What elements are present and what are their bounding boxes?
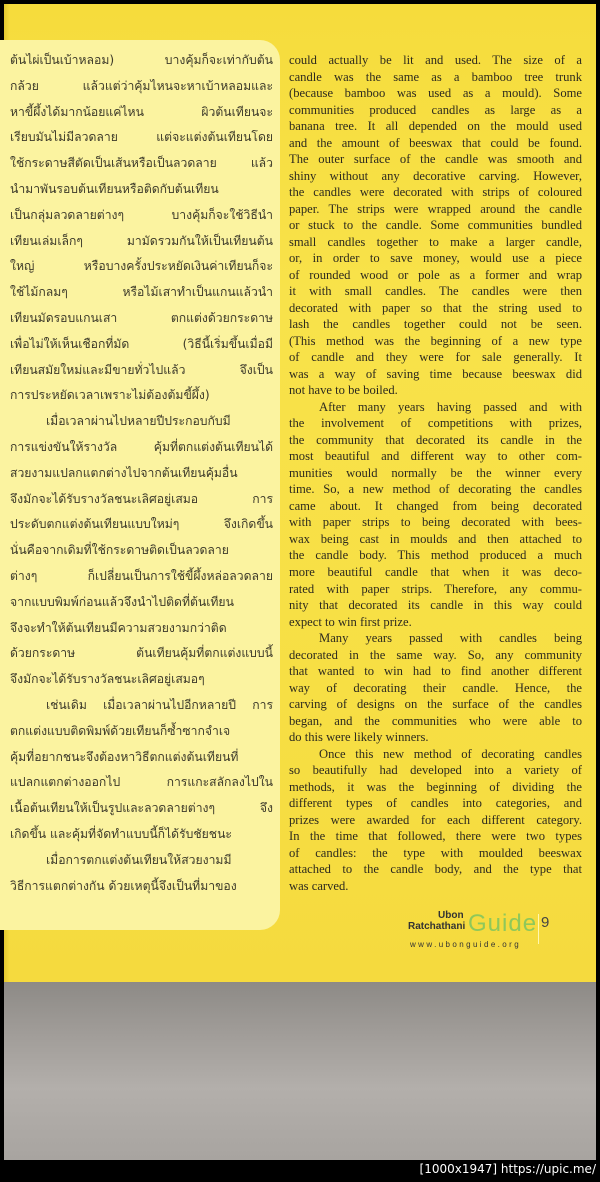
text-line: and the amount of beeswax that could be found.: [289, 135, 582, 150]
text-line: rated with paper strips. Therefore, any commu-: [289, 581, 582, 596]
text-line: shiny without any decorative carving. However,: [289, 168, 582, 183]
text-line: nity that decorated its candle in this way could: [289, 598, 582, 613]
footer-divider: [538, 914, 539, 944]
text-line: จึงมักจะได้รับรางวัลชนะเลิศอยู่เสมอ การ: [10, 491, 273, 506]
text-line: of candle and they were for sale generally. It: [289, 350, 582, 365]
text-line: it with small candles. The candles were then: [289, 284, 582, 299]
text-line: กล้วย แล้วแต่ว่าคุ้มไหนจะหาเบ้าหลอมและ: [10, 78, 273, 93]
text-line: (because bamboo was used as a mould). Some: [289, 86, 582, 101]
text-line: Once this new method of decorating candles: [319, 746, 582, 761]
text-line: so beautifully had developed into a variety of: [289, 763, 582, 778]
text-line: วิธีการแตกต่างกัน ด้วยเหตุนี้จึงเป็นที่มาของ: [10, 878, 237, 893]
text-line: not have to be boiled.: [289, 383, 398, 398]
text-line: or stuck to the candle. Some communities bundled: [289, 218, 582, 233]
text-line: เทียนเล่มเล็กๆ มามัดรวมกันให้เป็นเทียนต้น: [10, 233, 273, 248]
text-line: the candle body. This method produced a much: [289, 548, 582, 563]
logo-word: Guide: [468, 910, 538, 937]
text-line: prizes were awarded for each different category.: [289, 812, 582, 827]
text-line: เทียนสมัยใหม่และมีขายทั่วไปแล้ว จึงเป็น: [10, 362, 273, 377]
text-line: methods, it was the beginning of dividing the: [289, 779, 582, 794]
text-line: decorated in the same way. So, any community: [289, 647, 582, 662]
image-credit: [1000x1947] https://upic.me/: [419, 1162, 596, 1176]
text-line: more beautiful candle that when it was deco-: [289, 564, 582, 579]
text-line: of candles: the type with moulded beeswax: [289, 845, 582, 860]
text-line: After many years having passed and with: [319, 399, 582, 414]
text-line: ตกแต่งแบบติดพิมพ์ด้วยเทียนก็ซ้ำซากจำเจ: [10, 723, 231, 738]
text-line: เมื่อเวลาผ่านไปหลายปีประกอบกับมี: [46, 414, 231, 429]
text-line: the candles were decorated with strips of coloured: [289, 185, 582, 200]
text-line: นั่นคือจากเดิมที่ใช้กระดาษติดเป็นลวดลาย: [10, 543, 229, 558]
text-line: came about. It changed from being decorated: [289, 498, 582, 513]
text-line: do this were likely winners.: [289, 730, 429, 745]
text-line: เช่นเดิม เมื่อเวลาผ่านไปอีกหลายปี การ: [46, 697, 273, 712]
logo-line1: Ubon: [438, 910, 464, 921]
text-line: or, in order to save money, would use a piece: [289, 251, 582, 266]
text-line: time. So, a new method of decorating the candles: [289, 482, 582, 497]
text-line: could actually be lit and used. The size of a: [289, 53, 582, 67]
text-line: เรียบมันไม่มีลวดลาย แต่จะแต่งต้นเทียนโดย: [10, 130, 273, 145]
text-line: จากแบบพิมพ์ก่อนแล้วจึงนำไปติดที่ต้นเทียน: [10, 594, 234, 609]
text-line: began, and the communities who were able to: [289, 713, 582, 728]
text-line: banana tree. It all depended on the mould used: [289, 119, 582, 134]
text-line: จึงจะทำให้ต้นเทียนมีความสวยงามกว่าติด: [10, 620, 227, 635]
english-text-column: [289, 52, 582, 894]
text-line: was a way of saving time because beeswax did: [289, 366, 582, 381]
text-line: wax being cast in moulds and then attached to: [289, 531, 582, 546]
text-line: (This method was the beginning of a new type: [289, 333, 582, 348]
text-line: เป็นกลุ่มลวดลายต่างๆ บางคุ้มก็จะใช้วิธีนำ: [10, 207, 273, 222]
text-line: ประดับตกแต่งต้นเทียนแบบใหม่ๆ จึงเกิดขึ้น: [10, 517, 273, 532]
text-line: most beautiful and different way to other com-: [289, 449, 582, 464]
thai-text-column: [10, 48, 273, 899]
text-line: carving of designs on the surface of the candles: [289, 697, 582, 712]
text-line: paper. The strips were wrapped around the candle: [289, 201, 582, 216]
text-line: with paper strips to being decorated with bees-: [289, 515, 582, 530]
text-line: จึงมักจะได้รับรางวัลชนะเลิศอยู่เสมอๆ: [10, 672, 205, 687]
text-line: the involvement of competitions with prizes,: [289, 416, 582, 431]
text-line: of rounded wood or pole as a former and wrap: [289, 267, 582, 282]
text-line: เนื้อต้นเทียนให้เป็นรูปและลวดลายต่างๆ จึง: [10, 801, 273, 816]
text-line: different types of candles into categories, and: [289, 796, 582, 811]
text-line: ด้วยกระดาษ ต้นเทียนคุ้มที่ตกแต่งแบบนี้: [10, 646, 273, 661]
text-line: นำมาพันรอบต้นเทียนหรือติดกับต้นเทียน: [10, 181, 219, 196]
text-line: การแข่งขันให้รางวัล คุ้มที่ตกแต่งต้นเทียนได้: [10, 439, 273, 454]
text-line: ต้นไผ่เป็นเบ้าหลอม) บางคุ้มก็จะเท่ากับต้น: [10, 53, 273, 67]
text-line: เมื่อการตกแต่งต้นเทียนให้สวยงามมี: [46, 852, 232, 867]
ubon-ratchathani-guide-logo: [408, 910, 536, 956]
text-line: คุ้มที่อยากชนะจึงต้องหาวิธีตกแต่งต้นเทียนที่: [10, 749, 239, 764]
logo-line2: Ratchathani: [408, 921, 466, 932]
text-line: เพื่อไม่ให้เห็นเชือกที่มัด (วิธีนี้เริ่มขึ้นเมื่อมี: [10, 336, 273, 351]
text-line: way of decorating their candle. Hence, the: [289, 680, 582, 695]
text-line: ใช้ไม้กลมๆ หรือไม้เสาทำเป็นแกนแล้วนำ: [10, 285, 273, 300]
page-number: 9: [541, 914, 550, 931]
text-line: lash the candles together could not be seen.: [289, 317, 582, 332]
text-line: was carved.: [289, 878, 349, 893]
text-line: expect to win first prize.: [289, 614, 412, 629]
website-url: www.ubonguide.org: [410, 940, 522, 949]
text-line: ต่างๆ ก็เปลี่ยนเป็นการใช้ขี้ผึ้งหล่อลวดลาย: [10, 568, 273, 583]
text-line: communities produced candles as large as a: [289, 102, 582, 117]
scan-background: [4, 982, 596, 1160]
text-line: แปลกแตกต่างออกไป การแกะสลักลงไปใน: [10, 775, 273, 790]
text-line: small candles together to make a larger candle,: [289, 234, 582, 249]
text-line: เทียนมัดรอบแกนเสา ตกแต่งด้วยกระดาษ: [10, 310, 273, 325]
text-line: Many years passed with candles being: [319, 631, 582, 646]
text-line: The outer surface of the candle was smooth and: [289, 152, 582, 167]
text-line: decorated with paper so that the string used to: [289, 300, 582, 315]
text-line: that wanted to win had to find another different: [289, 664, 582, 679]
text-line: candle was the same as a bamboo tree trunk: [289, 69, 582, 84]
text-line: the community that decorated its candle in the: [289, 432, 582, 447]
text-line: เกิดขึ้น และคุ้มที่จัดทำแบบนี้ก็ได้รับชัยชนะ: [10, 826, 232, 841]
text-line: ใช้กระดาษสีตัดเป็นเส้นหรือเป็นลวดลาย แล้ว: [10, 156, 273, 171]
text-line: สวยงามแปลกแตกต่างไปจากต้นเทียนคุ้มอื่น: [10, 465, 238, 480]
text-line: หาขี้ผึ้งได้มากน้อยแค่ไหน ผิวต้นเทียนจะ: [10, 104, 273, 119]
text-line: การประหยัดเวลาเพราะไม่ต้องต้มขี้ผึ้ง): [10, 388, 210, 403]
text-line: ใหญ่ หรือบางครั้งประหยัดเงินค่าเทียนก็จะ: [10, 259, 273, 274]
text-line: munities would normally be the winner every: [289, 465, 582, 480]
text-line: attached to the candle body, and the type that: [289, 862, 582, 877]
text-line: In the time that followed, there were two types: [289, 829, 582, 844]
